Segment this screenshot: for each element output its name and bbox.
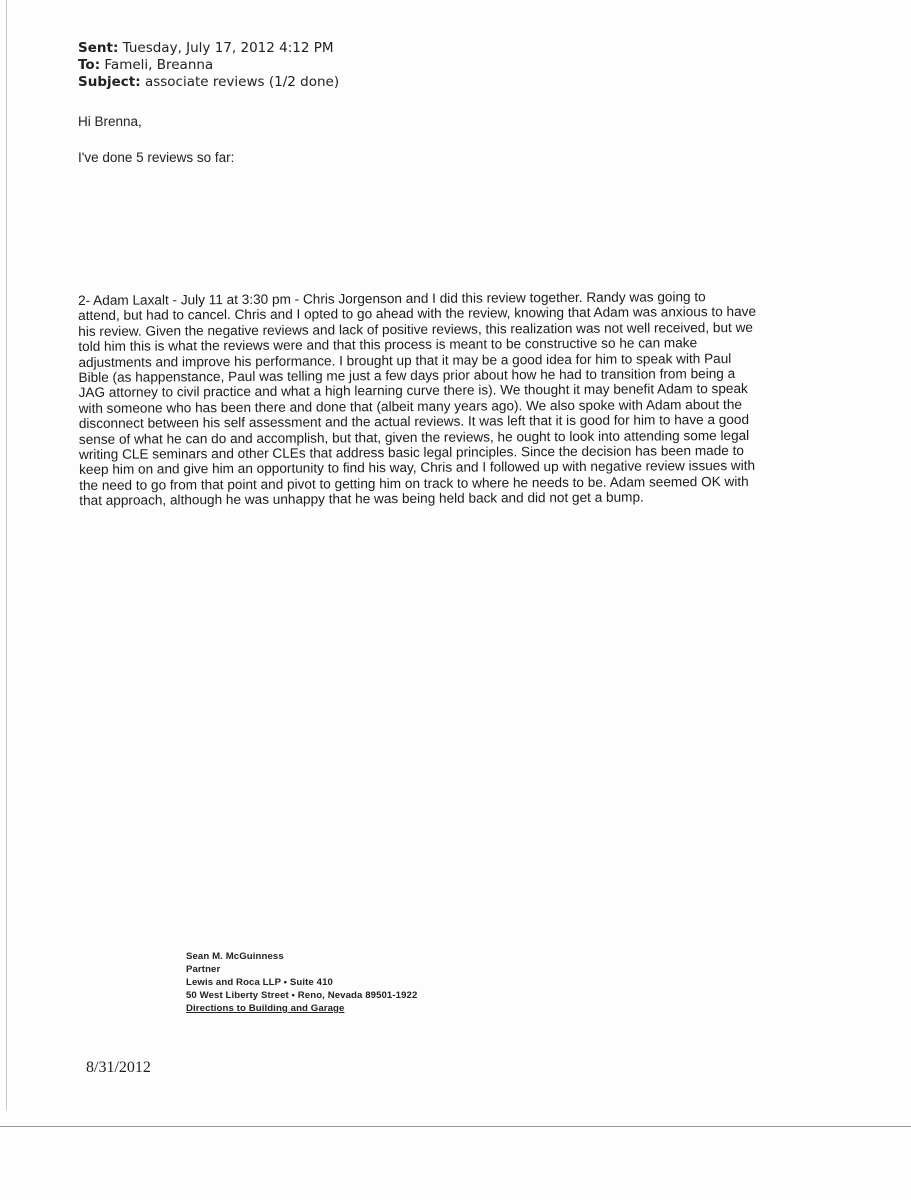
page-edge-line (6, 0, 7, 1110)
intro-line: I've done 5 reviews so far: (78, 150, 235, 165)
body-line: disconnect between his self assessment and the actual reviews. It was left that it is good for him to have a good (78, 412, 750, 432)
sent-row (78, 40, 339, 57)
sent-value: Tuesday, July 17, 2012 4:12 PM (122, 40, 334, 56)
print-date: 8/31/2012 (86, 1059, 151, 1076)
body-line: told him this is what the reviews were and that this process is meant to be constructive so he can make (78, 335, 698, 355)
directions-link[interactable]: Directions to Building and Garage (186, 1003, 345, 1014)
email-header (78, 40, 339, 91)
body-line: JAG attorney to civil practice and what a high learning curve there is). We thought it may benefit Adam to speak (78, 381, 748, 401)
body-line: attend, but had to cancel. Chris and I opted to go ahead with the review, knowing that Adam was anxious to have (78, 304, 757, 324)
email-signature (186, 950, 417, 1015)
body-line: sense of what he can do and accomplish, but that, given the reviews, he ought to look into attending some legal (78, 427, 750, 447)
body-line: 2- Adam Laxalt - July 11 at 3:30 pm - Chris Jorgenson and I did this review together. Randy was going to (78, 289, 706, 308)
greeting: Hi Brenna, (78, 114, 142, 129)
signature-name: Sean M. McGuinness (186, 951, 284, 962)
to-value: Fameli, Breanna (104, 57, 214, 73)
body-line: the need to go from that point and pivot to getting him on track to where he needs to be. Adam seemed OK with (79, 473, 749, 493)
signature-address: 50 West Liberty Street • Reno, Nevada 89501-1922 (186, 990, 418, 1001)
body-line: his review. Given the negative reviews and lack of positive reviews, this realization was not well received, but we (78, 319, 754, 339)
subject-label: Subject: (78, 74, 141, 90)
sent-label: Sent: (78, 40, 119, 56)
signature-firm: Lewis and Roca LLP • Suite 410 (186, 977, 333, 988)
to-row (78, 57, 339, 74)
subject-row (78, 74, 339, 91)
body-line: keep him on and give him an opportunity to find his way, Chris and I followed up with negative review issues with (79, 458, 756, 478)
body-line: Bible (as happenstance, Paul was telling me just a few days prior about how he had to transition from being a (78, 366, 736, 386)
subject-value: associate reviews (1/2 done) (144, 74, 340, 90)
body-line: that approach, although he was unhappy that he was being held back and did not get a bump. (79, 489, 644, 509)
review-paragraph (78, 288, 839, 508)
to-label: To: (78, 57, 101, 73)
signature-title: Partner (186, 964, 221, 975)
body-line: adjustments and improve his performance. I brought up that it may be a good idea for him to speak with Paul (78, 350, 732, 370)
page-bottom-edge (0, 1126, 911, 1127)
body-line: writing CLE seminars and other CLEs that address basic legal principles. Since the decision has been made to (78, 442, 744, 463)
body-line: with someone who has been there and done that (albeit many years ago). We also spoke with Adam about the (78, 396, 742, 416)
